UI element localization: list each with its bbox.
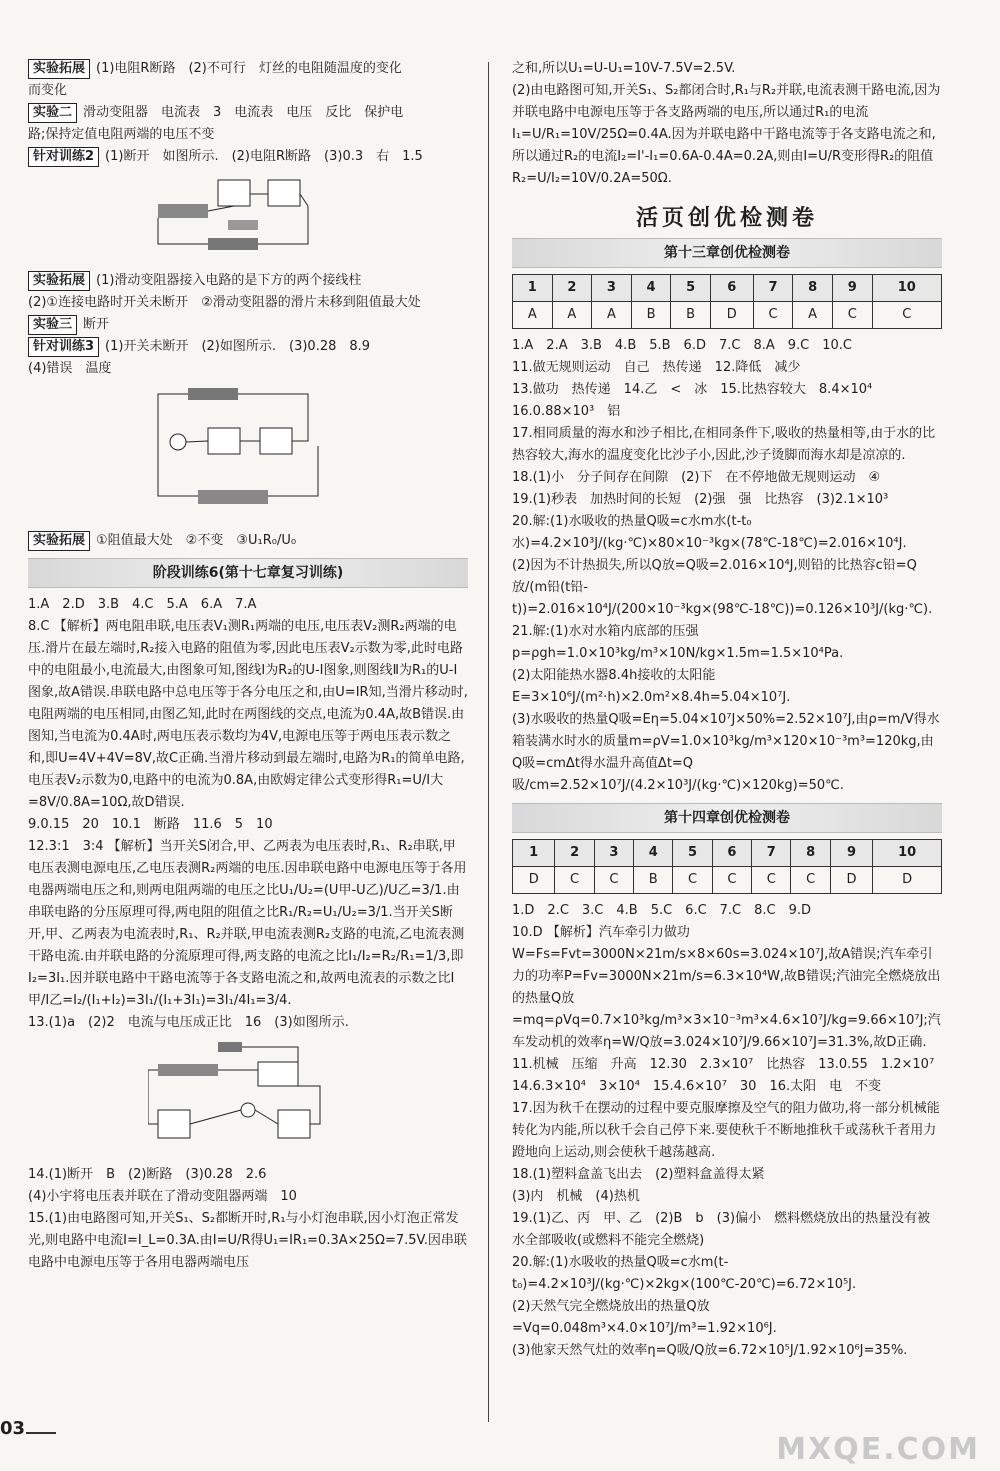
answer-line bbox=[28, 270, 468, 292]
right-column bbox=[512, 58, 942, 1362]
question-number-cell: 6 bbox=[710, 275, 753, 302]
answer-line bbox=[28, 58, 468, 80]
answer-line: 17.相同质量的海水和沙子相比,在相同条件下,吸收的热量相等,由于水的比热容较大,海水的温度变化比沙子小,因此,沙子烫脚而海水却是凉凉的. bbox=[512, 426, 936, 463]
question-number-cell: 3 bbox=[594, 840, 633, 867]
answer-cell: B bbox=[631, 302, 671, 329]
answer-cell: A bbox=[552, 302, 592, 329]
answer-line: 20.解:(1)水吸收的热量Q吸=c水m(t-t₀)=4.2×10³J/(kg·℃)×2kg×(100℃-20℃)=6.72×10⁵J. bbox=[512, 1255, 857, 1292]
answer-cell: C bbox=[753, 302, 793, 329]
answer-line: (2)太阳能热水器8.4h接收的太阳能E=3×10⁶J/(m²·h)×2.0m²×8.4h=5.04×10⁷J. bbox=[512, 668, 791, 705]
answer-text: 断开 bbox=[83, 317, 110, 332]
answer-line: 21.解:(1)水对水箱内底部的压强p=ρgh=1.0×10³kg/m³×10N/kg×1.5m=1.5×10⁴Pa. bbox=[512, 624, 844, 661]
answer-text: (4)错误 温度 bbox=[28, 361, 112, 376]
chapter13-band: 第十三章创优检测卷 bbox=[512, 238, 942, 268]
answer-cell: C bbox=[791, 867, 830, 894]
answer-table-13 bbox=[512, 274, 942, 329]
question-number-cell: 9 bbox=[830, 840, 872, 867]
answer-text: (2)①连接电路时开关未断开 ②滑动变阻器的滑片未移到阻值最大处 bbox=[28, 295, 421, 310]
answer-line: 13.做功 热传递 14.乙 < 冰 15.比热容较大 8.4×10⁴ bbox=[512, 382, 873, 397]
answer-cell: D bbox=[873, 867, 942, 894]
answer-line bbox=[28, 358, 468, 380]
question-number-cell: 8 bbox=[791, 840, 830, 867]
answer-line bbox=[28, 80, 468, 102]
question-number-cell: 4 bbox=[631, 275, 671, 302]
main-title: 活页创优检测卷 bbox=[635, 206, 818, 231]
question-number-cell: 7 bbox=[753, 275, 793, 302]
answer-line: 15.(1)由电路图可知,开关S₁、S₂都断开时,R₁与小灯泡串联,因小灯泡正常发光,则电路中电流I=I_L=0.3A.由I=U/R得U₁=IR₁=0.3A×25Ω=7.5V.因串联电路中电源电压等于各用电器两端电压 bbox=[28, 1211, 467, 1270]
question-number-cell: 5 bbox=[671, 275, 711, 302]
answer-line: 1.D 2.C 3.C 4.B 5.C 6.C 7.C 8.C 9.D bbox=[512, 903, 812, 918]
section-tag: 针对训练2 bbox=[28, 147, 99, 167]
answer-line bbox=[28, 530, 468, 552]
answer-cell: A bbox=[793, 302, 833, 329]
chapter14-band: 第十四章创优检测卷 bbox=[512, 803, 942, 833]
answer-text: ①阻值最大处 ②不变 ③U₁R₀/U₀ bbox=[96, 533, 297, 548]
answer-text: 而变化 bbox=[28, 83, 68, 98]
answer-line: 16.0.88×10³ 铝 bbox=[512, 404, 621, 419]
answer-cell: C bbox=[712, 867, 751, 894]
section-tag: 针对训练3 bbox=[28, 337, 99, 357]
section-tag: 实验拓展 bbox=[28, 59, 90, 79]
answer-line: 18.(1)小 分子间存在间隙 (2)下 在不停地做无规则运动 ④ bbox=[512, 470, 881, 485]
answer-line bbox=[28, 336, 468, 358]
answer-line: 19.(1)乙、丙 甲、乙 (2)B b (3)偏小 燃料燃烧放出的热量没有被水全部吸收(或燃料不能完全燃烧) bbox=[512, 1211, 931, 1248]
answer-line bbox=[28, 146, 468, 168]
answer-text: (1)开关未断开 (2)如图所示. (3)0.28 8.9 bbox=[105, 339, 371, 354]
answer-cell: A bbox=[513, 302, 553, 329]
answer-line: 18.(1)塑料盒盖飞出去 (2)塑料盒盖得太紧 bbox=[512, 1167, 765, 1182]
page-number-rule bbox=[26, 1432, 56, 1434]
answer-cell: B bbox=[634, 867, 673, 894]
answer-text: (1)断开 如图所示. (2)电阻R断路 (3)0.3 右 1.5 bbox=[105, 149, 423, 164]
watermark: MXQE.COM bbox=[776, 1432, 980, 1467]
left-column bbox=[28, 58, 468, 1274]
section-band: 阶段训练6(第十七章复习训练) bbox=[28, 558, 468, 588]
answer-line: 12.3:1 3:4 【解析】当开关S闭合,甲、乙两表为电压表时,R₁、R₂串联,甲电压表测电源电压,乙电压表测R₂两端的电压.因串联电路中电源电压等于各用电器两端电压之和,则两电阻两端的电压之比U₁/U₂=(U甲-U乙)/U乙=3/1.由串联电路的分压原理可得,两电阻的阻值之比R₁/R₂=U₁/U₂=3/1.当开关S断开,甲、乙两表为电流表时,R₁、R₂并联,甲电流表测R₂支路的电流,乙电流表测干路电流.由并联电路的分流原理可得,两支路的电流之比I₁/I₂=R₂/R₁=1/3,即I₂=3I₁.因并联电路中干路电流等于各支路电流之和,故两电流表的示数之比I甲/I乙=I₂/(I₁+I₂)=3I₁/(I₁+3I₁)=3I₁/4I₁=3/4. bbox=[28, 839, 467, 1008]
answer-line: (2)因为不计热损失,所以Q放=Q吸=2.016×10⁴J,则铅的比热容c铅=Q放/(m铅(t铅-t))=2.016×10⁴J/(200×10⁻³kg×(98℃-18℃))=0.126×10³J/(kg·℃). bbox=[512, 558, 933, 617]
question-number-cell: 1 bbox=[513, 275, 553, 302]
answer-line: 11.机械 压缩 升高 12.30 2.3×10⁷ 比热容 13.0.55 1.2×10⁷ bbox=[512, 1057, 935, 1072]
answer-cell: C bbox=[872, 302, 941, 329]
answer-line: 20.解:(1)水吸收的热量Q吸=c水m水(t-t₀水)=4.2×10³J/(kg·℃)×80×10⁻³kg×(78℃-18℃)=2.016×10⁴J. bbox=[512, 514, 907, 551]
circuit-diagram-3 bbox=[148, 1040, 328, 1150]
answer-line: (3)他家天然气灶的效率η=Q吸/Q放=6.72×10⁵J/1.92×10⁶J=35%. bbox=[512, 1343, 908, 1358]
question-number-cell: 4 bbox=[634, 840, 673, 867]
answer-line: (3)内 机械 (4)热机 bbox=[512, 1189, 640, 1204]
answer-line: 1.A 2.A 3.B 4.B 5.B 6.D 7.C 8.A 9.C 10.C bbox=[512, 338, 852, 353]
question-number-cell: 2 bbox=[555, 840, 594, 867]
answer-cell: A bbox=[592, 302, 632, 329]
question-number-cell: 1 bbox=[513, 840, 555, 867]
column-divider bbox=[488, 62, 489, 1422]
answer-text: (1)电阻R断路 (2)不可行 灯丝的电阻随温度的变化 bbox=[96, 61, 402, 76]
answer-line: 8.C 【解析】两电阻串联,电压表V₁测R₁两端的电压,电压表V₂测R₂两端的电压.滑片在最左端时,R₂接入电路的阻值为零,因此电压表V₂示数为零,此时电路中的电阻最小,电流最大,由图象可知,图线Ⅰ为R₂的U-I图象,则图线Ⅱ为R₁的U-I图象,故A错误.串联电路中总电压等于各分电压之和,由U=IR知,当滑片移动时,电阻两端的电压相同,由图乙知,此时在两图线的交点,电流为0.4A,故B错误.由图知,当电流为0.4A时,两电压表示数均为4V,电源电压等于两电压表示数之和,即U=4V+4V=8V,故C正确.当滑片移动到最左端时,电路为R₁的简单电路,电压表V₂示数为0,电路中的电流为0.8A,由欧姆定律公式变形得R₁=U/I大=8V/0.8A=10Ω,故D错误. bbox=[28, 619, 468, 810]
section-tag: 实验二 bbox=[28, 103, 77, 123]
answer-line: (2)天然气完全燃烧放出的热量Q放=Vq=0.048m³×4.0×10⁷J/m³=1.92×10⁶J. bbox=[512, 1299, 777, 1336]
answer-line: 13.(1)a (2)2 电流与电压成正比 16 (3)如图所示. bbox=[28, 1015, 349, 1030]
answer-line bbox=[28, 292, 468, 314]
section-tag: 实验拓展 bbox=[28, 531, 90, 551]
answer-cell: C bbox=[555, 867, 594, 894]
question-number-cell: 6 bbox=[712, 840, 751, 867]
answer-cell: B bbox=[671, 302, 711, 329]
page-number: 03 bbox=[0, 1418, 26, 1439]
answer-cell: D bbox=[710, 302, 753, 329]
answer-text: 滑动变阻器 电流表 3 电流表 电压 反比 保护电 bbox=[83, 105, 404, 120]
answer-text: 路;保持定值电阻两端的电压不变 bbox=[28, 127, 215, 142]
answer-line: 14.(1)断开 B (2)断路 (3)0.28 2.6 bbox=[28, 1167, 267, 1182]
answer-cell: D bbox=[830, 867, 872, 894]
answer-cell: C bbox=[832, 302, 872, 329]
answer-line bbox=[28, 102, 468, 124]
answer-line: 之和,所以U₁=U-U₁=10V-7.5V=2.5V. bbox=[512, 61, 736, 76]
question-number-cell: 9 bbox=[832, 275, 872, 302]
section-tag: 实验三 bbox=[28, 315, 77, 335]
question-number-cell: 10 bbox=[872, 275, 941, 302]
answer-line: (2)由电路图可知,开关S₁、S₂都闭合时,R₁与R₂并联,电流表测干路电流,因为并联电路中电源电压等于各支路两端的电压,所以通过R₁的电流I₁=U/R₁=10V/25Ω=0.4A.因为并联电路中干路电流等于各支路电流之和,所以通过R₂的电流I₂=I'-I₁=0.6A-0.4A=0.2A,则由I=U/R变形得R₂的阻值R₂=U/I₂=10V/0.2A=50Ω. bbox=[512, 83, 941, 186]
answer-cell: C bbox=[673, 867, 712, 894]
answer-line bbox=[28, 124, 468, 146]
answer-line: 1.A 2.D 3.B 4.C 5.A 6.A 7.A bbox=[28, 597, 257, 612]
question-number-cell: 8 bbox=[793, 275, 833, 302]
answer-cell: C bbox=[594, 867, 633, 894]
answer-line: 19.(1)秒表 加热时间的长短 (2)强 强 比热容 (3)2.1×10³ bbox=[512, 492, 889, 507]
question-number-cell: 2 bbox=[552, 275, 592, 302]
answer-line: 11.做无规则运动 自己 热传递 12.降低 减少 bbox=[512, 360, 801, 375]
answer-line bbox=[28, 314, 468, 336]
answer-line: 14.6.3×10⁴ 3×10⁴ 15.4.6×10⁷ 30 16.太阳 电 不变 bbox=[512, 1079, 882, 1094]
answer-cell: C bbox=[752, 867, 791, 894]
question-number-cell: 5 bbox=[673, 840, 712, 867]
answer-line: 9.0.15 20 10.1 断路 11.6 5 10 bbox=[28, 817, 273, 832]
question-number-cell: 7 bbox=[752, 840, 791, 867]
answer-line: 10.D 【解析】汽车牵引力做功W=Fs=Fvt=3000N×21m/s×8×60s=3.024×10⁷J,故A错误;汽车牵引力的功率P=Fv=3000N×21m/s=6.3×10⁴W,故B错误;汽油完全燃烧放出的热量Q放=mq=ρVq=0.7×10³kg/m³×3×10⁻³m³×4.6×10⁷J/kg=9.66×10⁷J;汽车发动机的效率η=W/Q放=3.024×10⁷J/9.66×10⁷J=31.3%,故D正确. bbox=[512, 925, 941, 1050]
answer-cell: D bbox=[513, 867, 555, 894]
section-tag: 实验拓展 bbox=[28, 271, 90, 291]
question-number-cell: 3 bbox=[592, 275, 632, 302]
answer-line: 17.因为秋千在摆动的过程中要克服摩擦及空气的阻力做功,将一部分机械能转化为内能,所以秋千会自己停下来.要使秋千不断地推秋千或荡秋千者用力蹬地向上运动,则会使秋千越荡越高. bbox=[512, 1101, 940, 1160]
circuit-diagram-2 bbox=[148, 386, 328, 516]
question-number-cell: 10 bbox=[873, 840, 942, 867]
circuit-diagram-1 bbox=[148, 174, 328, 256]
answer-text: (1)滑动变阻器接入电路的是下方的两个接线柱 bbox=[96, 273, 362, 288]
answer-line: (3)水吸收的热量Q吸=Eη=5.04×10⁷J×50%=2.52×10⁷J,由ρ=m/V得水箱装满水时水的质量m=ρV=1.0×10³kg/m³×120×10⁻³m³=120kg,由Q吸=cmΔt得水温升高值Δt=Q吸/cm=2.52×10⁷J/(4.2×10³J/(kg·℃)×120kg)=50℃. bbox=[512, 712, 940, 793]
answer-table-14 bbox=[512, 839, 942, 894]
answer-line: (4)小宇将电压表并联在了滑动变阻器两端 10 bbox=[28, 1189, 297, 1204]
